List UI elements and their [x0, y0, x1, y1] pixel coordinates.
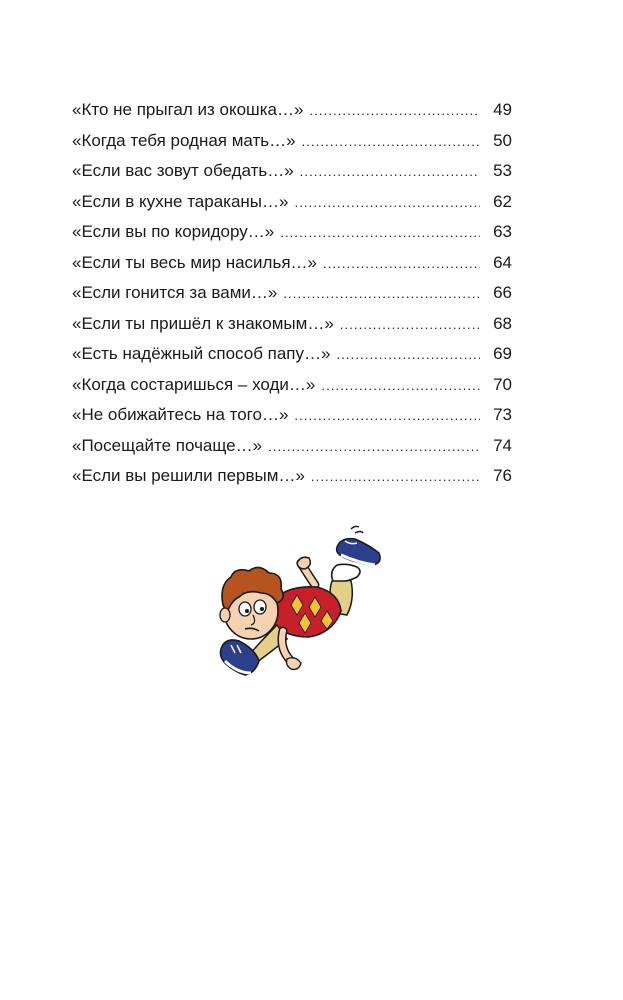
toc-entry-title: «Не обижайтесь на того…»	[72, 405, 289, 424]
toc-dot-leader	[268, 435, 480, 459]
toc-page-number: 70	[493, 374, 512, 394]
toc-entry	[72, 403, 512, 434]
toc-entry-title: «Когда тебя родная мать…»	[72, 130, 296, 150]
toc-dot-leader	[340, 313, 480, 337]
toc-entry-title: «Если ты весь мир насилья…»	[72, 252, 317, 272]
flying-sneaker-icon	[337, 526, 381, 565]
toc-dot-leader	[309, 99, 480, 123]
boy-raised-fist	[297, 557, 310, 569]
toc-entry-title: «Есть надёжный способ папу…»	[72, 344, 331, 363]
toc-entry	[72, 434, 512, 465]
boy-sock-foot	[332, 564, 360, 581]
toc-page-number: 68	[493, 313, 512, 333]
table-of-contents	[72, 98, 512, 495]
toc-entry-title: «Если гонится за вами…»	[72, 283, 278, 302]
toc-page-number: 63	[493, 222, 512, 241]
toc-dot-leader	[294, 404, 480, 428]
toc-entry-title: «Если в кухне тараканы…»	[72, 191, 289, 211]
boy-hand	[287, 658, 302, 670]
toc-entry	[72, 251, 512, 282]
toc-dot-leader	[321, 374, 480, 398]
toc-entry	[72, 220, 512, 251]
toc-entry	[72, 129, 512, 160]
toc-page-number: 76	[493, 466, 512, 485]
toc-dot-leader	[311, 465, 480, 489]
toc-page-number: 62	[493, 191, 512, 211]
toc-dot-leader	[336, 343, 480, 367]
toc-entry	[72, 159, 512, 190]
toc-dot-leader	[280, 221, 480, 245]
toc-page-number: 53	[493, 161, 512, 180]
toc-entry-title: «Если вы по коридору…»	[72, 222, 275, 241]
toc-page-number: 74	[493, 435, 512, 455]
toc-entry-title: «Когда состаришься – ходи…»	[72, 374, 316, 394]
toc-page-number: 50	[493, 130, 512, 150]
toc-dot-leader	[300, 160, 480, 184]
toc-page-number: 66	[493, 283, 512, 302]
toc-entry	[72, 342, 512, 373]
toc-page-number: 69	[493, 344, 512, 363]
toc-page-number: 49	[493, 100, 512, 119]
toc-entry-title: «Кто не прыгал из окошка…»	[72, 100, 304, 119]
toc-entry-title: «Посещайте почаще…»	[72, 435, 263, 455]
toc-page-number: 73	[493, 405, 512, 424]
toc-entry-title: «Если вас зовут обедать…»	[72, 161, 294, 180]
toc-entry	[72, 190, 512, 221]
falling-boy-illustration	[205, 515, 405, 695]
toc-dot-leader	[294, 191, 480, 215]
toc-entry	[72, 464, 512, 495]
toc-page-number: 64	[493, 252, 512, 272]
toc-entry	[72, 373, 512, 404]
toc-dot-leader	[302, 130, 480, 154]
toc-entry	[72, 98, 512, 129]
toc-entry	[72, 312, 512, 343]
toc-entry-title: «Если вы решили первым…»	[72, 466, 305, 485]
sneaker-icon	[221, 640, 260, 675]
toc-dot-leader	[323, 252, 480, 276]
toc-dot-leader	[283, 282, 480, 306]
toc-entry-title: «Если ты пришёл к знакомым…»	[72, 313, 334, 333]
toc-entry	[72, 281, 512, 312]
